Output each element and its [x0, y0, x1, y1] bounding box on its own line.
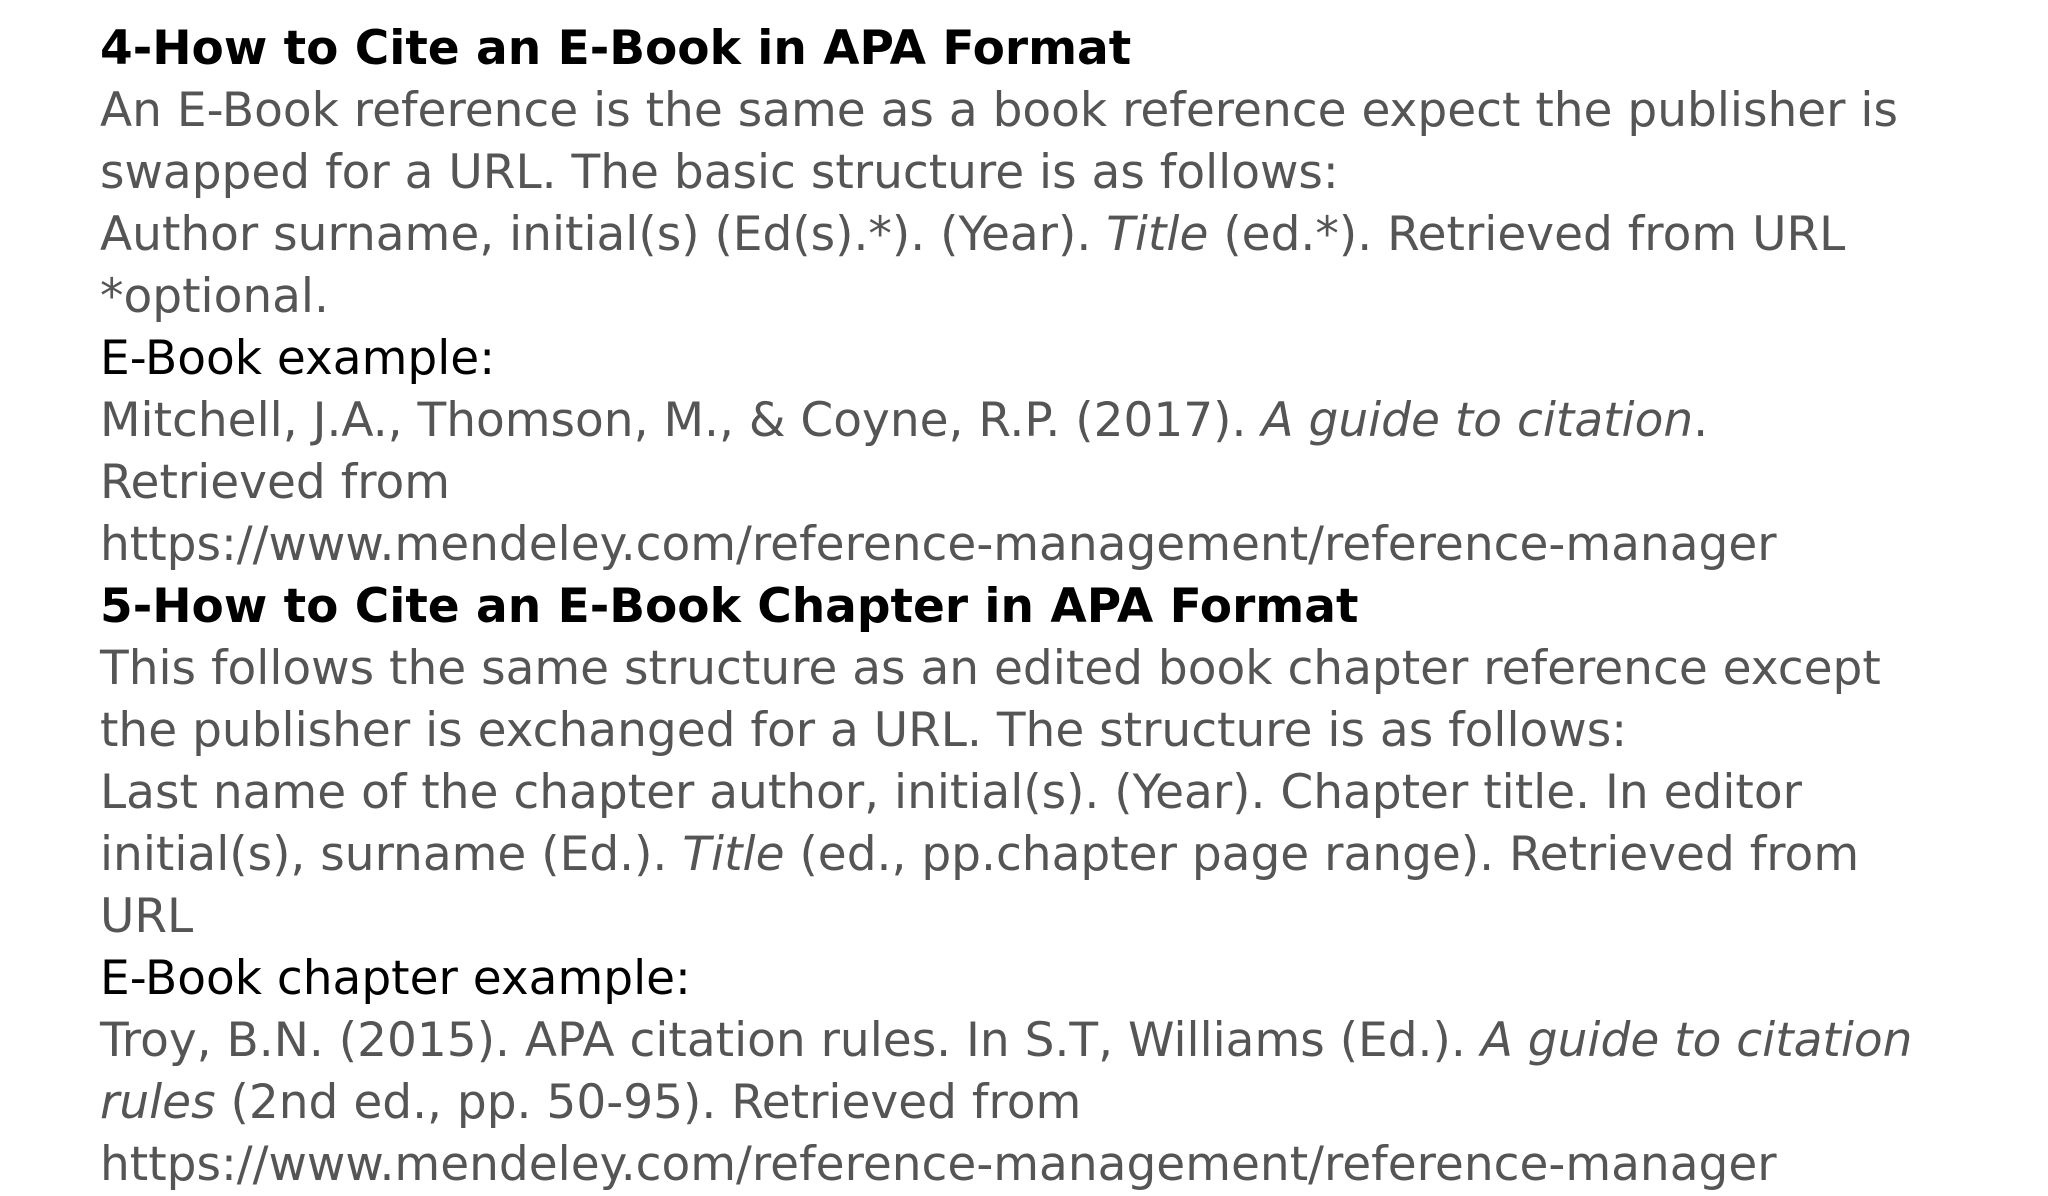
format-prefix: initial(s), surname (Ed.). — [100, 827, 683, 882]
example-title: A guide to citation — [1261, 393, 1694, 448]
example-prefix: Mitchell, J.A., Thomson, M., & Coyne, R.P. (2017). — [100, 393, 1262, 448]
example-suffix: (2nd ed., pp. 50-95). Retrieved from — [215, 1075, 1082, 1130]
section-5-example-label: E-Book chapter example: — [100, 951, 691, 1006]
section-5-format-line-2 — [100, 824, 2030, 886]
section-5-format-line-3: URL — [100, 889, 194, 944]
section-5-example-line-1 — [100, 1010, 2030, 1072]
format-title: Title — [1106, 207, 1209, 262]
section-4-intro-line-1: An E-Book reference is the same as a book reference expect the publisher is — [100, 83, 1898, 138]
example-prefix: Troy, B.N. (2015). APA citation rules. In S.T, Williams (Ed.). — [100, 1013, 1481, 1068]
example-suffix: . — [1693, 393, 1709, 448]
section-4-intro-line-2: swapped for a URL. The basic structure is as follows: — [100, 145, 1339, 200]
section-5-example-url: https://www.mendeley.com/reference-management/reference-manager — [100, 1137, 1777, 1192]
document-body — [100, 18, 2030, 1196]
section-5-intro-line-1: This follows the same structure as an edited book chapter reference except — [100, 641, 1881, 696]
section-4-example-url: https://www.mendeley.com/reference-management/reference-manager — [100, 517, 1777, 572]
section-5-heading: 5-How to Cite an E-Book Chapter in APA Format — [100, 579, 1359, 634]
section-5-intro-line-2: the publisher is exchanged for a URL. The structure is as follows: — [100, 703, 1628, 758]
section-4-example-line-2: Retrieved from — [100, 455, 451, 510]
example-title: A guide to citation — [1480, 1013, 1913, 1068]
format-prefix: Author surname, initial(s) (Ed(s).*). (Year). — [100, 207, 1107, 262]
format-suffix: (ed., pp.chapter page range). Retrieved from — [784, 827, 1860, 882]
section-4-example-label: E-Book example: — [100, 331, 496, 386]
section-4-optional-note: *optional. — [100, 269, 329, 324]
example-title-continued: rules — [100, 1075, 216, 1130]
section-5-example-line-2 — [100, 1072, 2030, 1134]
section-4-heading: 4-How to Cite an E-Book in APA Format — [100, 21, 1132, 76]
section-5-format-line-1: Last name of the chapter author, initial(s). (Year). Chapter title. In editor — [100, 765, 1802, 820]
format-suffix: (ed.*). Retrieved from URL — [1208, 207, 1846, 262]
format-title: Title — [682, 827, 785, 882]
section-4-format-line — [100, 204, 2030, 266]
section-4-example-line-1 — [100, 390, 2030, 452]
